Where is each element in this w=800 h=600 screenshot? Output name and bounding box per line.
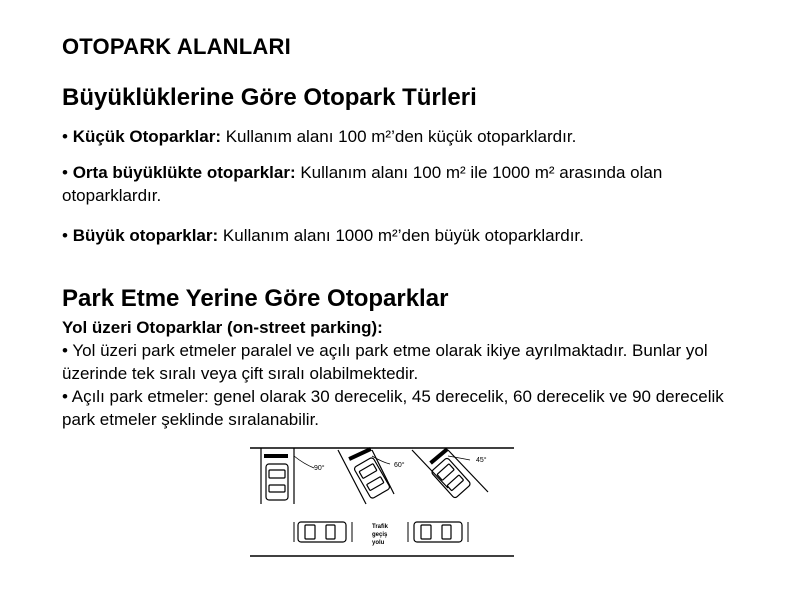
car-45: [431, 457, 471, 498]
angle-arc: [294, 456, 314, 468]
bullet-lead: Büyük otoparklar:: [72, 226, 219, 245]
section-heading-size: Büyüklüklerine Göre Otopark Türleri: [62, 84, 477, 111]
car-60: [353, 457, 390, 499]
bullet-text: Kullanım alanı 100 m²’den küçük otoparklardır.: [221, 127, 577, 146]
car-parallel: [298, 522, 346, 542]
bay-marker: [264, 454, 288, 458]
bullet-text: Kullanım alanı 1000 m²’den büyük otoparklardır.: [218, 226, 584, 245]
angle-label: 60°: [394, 462, 405, 469]
bullet-text: Yol üzeri park etmeler paralel ve açılı park etme olarak ikiye ayrılmaktadır. Bunlar yol üzerinde tek sıralı veya çift sıralı olabilmektedir.: [62, 341, 708, 383]
bullet-on-street-types: [62, 339, 742, 385]
subheading-on-street: Yol üzeri Otoparklar (on-street parking):: [62, 318, 383, 337]
section-heading-location: Park Etme Yerine Göre Otoparklar: [62, 285, 449, 312]
bullet-marker: •: [62, 387, 68, 406]
section2-body: [62, 316, 742, 431]
bullet-marker: •: [62, 341, 68, 360]
parking-diagram: [248, 442, 514, 560]
traffic-label: yolu: [372, 540, 385, 546]
angle-label: 45°: [476, 457, 487, 464]
slide-title: OTOPARK ALANLARI: [62, 34, 291, 59]
bullet-small-parking: [62, 125, 742, 148]
car-parallel: [414, 522, 462, 542]
bullet-text: Kullanım alanı 100 m² ile 1000 m² arasında olan otoparklardır.: [62, 163, 663, 205]
bullet-marker: •: [62, 127, 68, 146]
car-90: [266, 464, 288, 500]
bay-marker: [429, 447, 448, 464]
bullet-large-parking: [62, 224, 742, 247]
angle-arc: [448, 456, 470, 460]
traffic-label: Trafik: [372, 524, 389, 530]
bullet-angled-parking: [62, 385, 742, 431]
bullet-marker: •: [62, 163, 68, 182]
angle-label: 90°: [314, 465, 325, 472]
bullet-marker: •: [62, 226, 68, 245]
bullet-medium-parking: [62, 161, 742, 207]
traffic-label: geçiş: [372, 532, 388, 538]
bullet-text: Açılı park etmeler: genel olarak 30 derecelik, 45 derecelik, 60 derecelik ve 90 derecelik park etmeler şeklinde sıralanabilir.: [62, 387, 724, 429]
bullet-lead: Orta büyüklükte otoparklar:: [72, 163, 296, 182]
bullet-lead: Küçük Otoparklar:: [72, 127, 221, 146]
